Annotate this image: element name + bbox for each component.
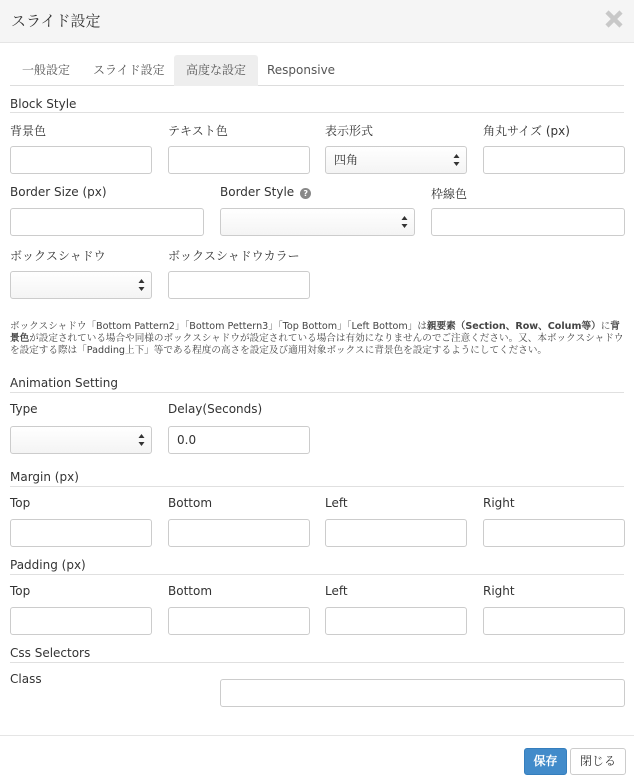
display-format-value: 四角 [334, 153, 359, 167]
corner-size-input[interactable] [483, 146, 625, 174]
updown-arrows-icon [138, 433, 145, 447]
padding-bottom-input[interactable] [168, 607, 310, 635]
section-divider [10, 392, 624, 393]
border-style-select[interactable] [220, 208, 415, 236]
section-title-block-style: Block Style [10, 97, 77, 111]
class-label: Class [10, 672, 42, 686]
margin-top-label: Top [10, 496, 31, 510]
updown-arrows-icon [138, 278, 145, 292]
border-size-input[interactable] [10, 208, 204, 236]
text-color-input[interactable] [168, 146, 310, 174]
margin-left-input[interactable] [325, 519, 467, 547]
close-button[interactable]: 閉じる [570, 748, 626, 775]
padding-top-label: Top [10, 584, 31, 598]
margin-left-label: Left [325, 496, 348, 510]
save-button[interactable]: 保存 [524, 748, 567, 775]
section-title-margin: Margin (px) [10, 470, 79, 484]
box-shadow-note: ボックスシャドウ「Bottom Pattern2」「Bottom Pettern3」「Top Bottom」「Left Bottom」は親要素（Section、Row、Colum等）に背景色が設定されている場合や同様のボックスシャドウが設定されている場合は有効になりませんのでご注意ください。又、本ボックスシャドウを設定する際は「Padding上下」等である程度の高さを設定及び適用対象ボックスに背景色を設定するようにしてください。 [10, 321, 624, 356]
padding-left-input[interactable] [325, 607, 467, 635]
display-format-label: 表示形式 [325, 124, 374, 138]
section-title-animation: Animation Setting [10, 376, 118, 390]
box-shadow-select[interactable] [10, 271, 152, 299]
tab-general[interactable]: 一般設定 [22, 63, 71, 77]
updown-arrows-icon [453, 153, 460, 167]
animation-type-label: Type [10, 402, 38, 416]
display-format-select[interactable] [325, 146, 467, 174]
padding-bottom-label: Bottom [168, 584, 213, 598]
animation-delay-label: Delay(Seconds) [168, 402, 263, 416]
border-size-label: Border Size (px) [10, 185, 107, 199]
close-icon[interactable] [603, 8, 625, 30]
bg-color-input[interactable] [10, 146, 152, 174]
bg-color-label: 背景色 [10, 124, 47, 138]
modal-header [0, 0, 634, 43]
border-color-input[interactable] [431, 208, 625, 236]
tab-advanced[interactable]: 高度な設定 [174, 55, 258, 86]
question-circle-icon[interactable]: ? [300, 188, 311, 199]
box-shadow-color-label: ボックスシャドウカラー [168, 249, 300, 263]
modal-title: スライド設定 [11, 12, 101, 30]
text-color-label: テキスト色 [168, 124, 228, 138]
tab-bar [10, 55, 624, 86]
section-divider [10, 112, 624, 113]
animation-type-select[interactable] [10, 426, 152, 454]
section-divider [10, 574, 624, 575]
corner-size-label: 角丸サイズ (px) [483, 124, 570, 138]
animation-delay-input[interactable]: 0.0 [168, 426, 310, 454]
padding-right-label: Right [483, 584, 515, 598]
box-shadow-label: ボックスシャドウ [10, 249, 106, 263]
margin-right-label: Right [483, 496, 515, 510]
margin-bottom-label: Bottom [168, 496, 213, 510]
tab-responsive[interactable]: Responsive [267, 63, 336, 77]
border-style-label: Border Style ? [220, 185, 311, 199]
section-title-padding: Padding (px) [10, 558, 86, 572]
section-divider [10, 486, 624, 487]
border-color-label: 枠線色 [431, 187, 468, 201]
section-divider [10, 662, 624, 663]
updown-arrows-icon [401, 215, 408, 229]
margin-bottom-input[interactable] [168, 519, 310, 547]
class-input[interactable] [220, 679, 625, 707]
margin-right-input[interactable] [483, 519, 625, 547]
box-shadow-color-input[interactable] [168, 271, 310, 299]
padding-left-label: Left [325, 584, 348, 598]
modal-footer [0, 735, 634, 784]
tab-slide[interactable]: スライド設定 [93, 63, 165, 77]
padding-top-input[interactable] [10, 607, 152, 635]
padding-right-input[interactable] [483, 607, 625, 635]
section-title-css-selectors: Css Selectors [10, 646, 91, 660]
margin-top-input[interactable] [10, 519, 152, 547]
